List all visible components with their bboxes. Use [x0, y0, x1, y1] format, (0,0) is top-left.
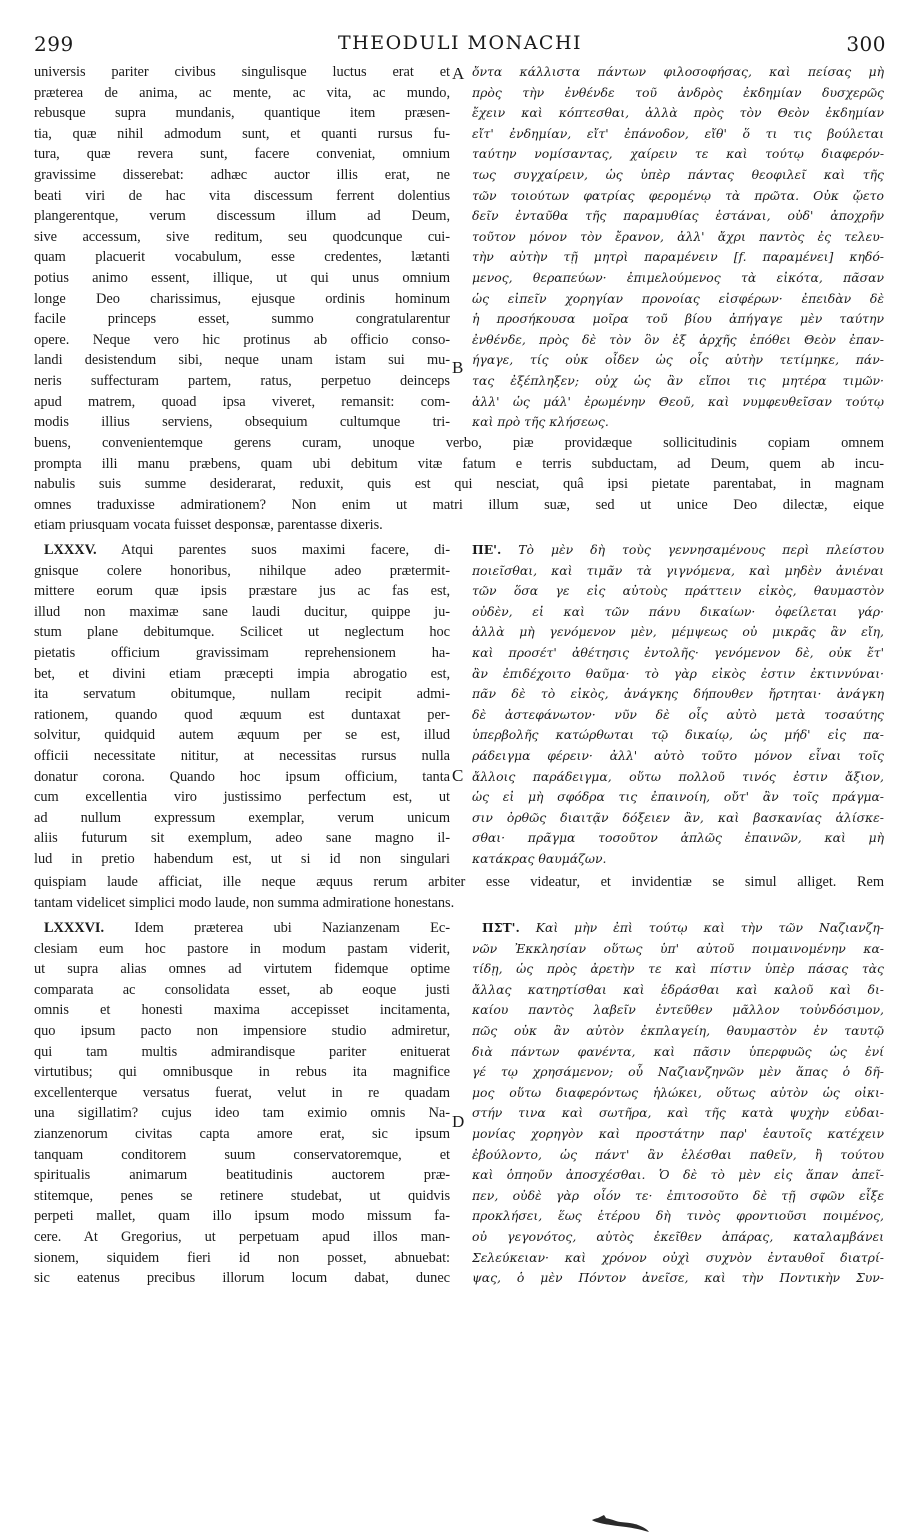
latin-line: sionem, siquidem fieri id non posset, abnuebat: — [34, 1249, 450, 1266]
greek-line: ψας, ὁ μὲν Πόντον ἀνεῖσε, καὶ τὴν Ποντικὴν Συν- — [472, 1270, 884, 1286]
latin-line: zianzenorum civitas capta amore erat, sic ipsum — [34, 1125, 450, 1142]
latin-line: gnisque colere honoribus, nihilque adeo prætermit- — [34, 562, 450, 579]
page-number-left: 299 — [34, 32, 74, 56]
latin-line: lud in pretio habendum est, ut si id non singulari — [34, 850, 450, 867]
section-mark-d: D — [452, 1112, 465, 1131]
latin-line: sive accessum, sive reditum, seu quodcunque cui- — [34, 228, 450, 245]
latin-line: sic eatenus precibus illorum locum dabat, dunec — [34, 1270, 450, 1287]
latin-line: officii necessitate nititur, at necessitas rursus nulla — [34, 747, 450, 764]
greek-line: δὲ ἀστεφάνωτον· νῦν δὲ οἷς αὐτὸ μετὰ τοσαύτης — [472, 706, 884, 722]
latin-line-first — [34, 540, 450, 561]
latin-line: landi desistendum sibi, neque unam istam sui mu- — [34, 352, 450, 369]
chapter-number-latin: LXXXVI. — [44, 920, 105, 936]
latin-line: quam placuerit vocabulum, esse credentes, lætanti — [34, 249, 450, 266]
latin-line: excellenterque versatus fuerat, velut in re quadam — [34, 1084, 450, 1101]
latin-line: virtutibus; qui omnibusque in rebus ita magnifice — [34, 1064, 450, 1081]
greek-line: ἐβούλοντο, ὡς πάντ' ἂν ἑλέσθαι παθεῖν, ἢ τούτου — [472, 1146, 884, 1162]
greek-line-first — [472, 918, 884, 939]
latin-line: ita servatum obitumque, nullam recipit admi- — [34, 686, 450, 703]
latin-line: bet, et divini etiam præcepti impia abrogatio est, — [34, 665, 450, 682]
latin-line: una sigillatim? cujus ideo tam eximio omnis Na- — [34, 1105, 450, 1122]
latin-line: præterea de anima, ac mente, ac vita, ac mundo, — [34, 84, 450, 101]
greek-line: καὶ πρὸ τῆς κλήσεως. — [472, 414, 609, 430]
greek-line: ἄλλοις παράδειγμα, οὕτω πολλοῦ τινός ἐστιν ἄξιον, — [472, 768, 884, 784]
latin-line: spiritualis animarum beatitudinis auctorem præ- — [34, 1167, 450, 1184]
greek-line: ὡς εἰπεῖν χορηγίαν προνοίας εἰσφέρων· ἐπειδὰν δὲ — [472, 290, 884, 306]
greek-line: κατάκρας θαυμάζων. — [472, 850, 607, 866]
greek-line: ἂν ἐπιδέχοιτο θαῦμα· τὸ γὰρ εἰκὸς ἐστιν ἐκτιννύναι· — [472, 665, 884, 681]
latin-line: solvitur, quidquid autem æquum per se est, illud — [34, 727, 450, 744]
latin-line: tia, quæ nihil admodum sunt, et quanti rursus fu- — [34, 125, 450, 142]
greek-line-first — [472, 540, 884, 561]
latin-line: apud matrem, quoad ipsa viveret, remansit: com- — [34, 393, 450, 410]
latin-line: beati viri de hac vita discessum ferrent dolentius — [34, 187, 450, 204]
greek-line: ἀλλ' ὡς μάλ' ἐρωμένην Θεοῦ, καὶ νυμφευθεῖσαν τούτῳ — [472, 393, 884, 409]
greek-line: τας ἐξέπληξεν; οὐχ ὡς ἂν εἴποι τις μητέρα τιμῶν· — [472, 372, 884, 388]
latin-line: facile princeps esset, summo congratularentur — [34, 311, 450, 328]
greek-line: σθαι· πρᾶγμα τοσοῦτον ἁπλῶς ἐπαινῶν, καὶ μὴ — [472, 830, 884, 846]
latin-line: universis pariter civibus singulisque luctus erat et — [34, 64, 450, 80]
latin-line: rationem, quando quod æquum est duntaxat per- — [34, 706, 450, 723]
ink-smudge — [590, 1512, 650, 1534]
greek-line: πεν, οὐδὲ γὰρ οἷόν τε· ἐπιτοσοῦτο δὲ τῇ σφῶν εἶξε — [472, 1187, 884, 1203]
greek-line: ήγαγε, τίς οὐκ οἶδεν ὡς οἷς αὐτὴν τετίμηκε, πάν- — [472, 352, 884, 368]
latin-line: plangerentque, verum discessum illum ad Deum, — [34, 208, 450, 225]
greek-line: καίου παντὸς λαβεῖν ἐντεῦθεν μᾶλλον τοὐνδόσιμον, — [472, 1002, 884, 1018]
latin-line: aliis futurum sit exemplum, adeo sane magno il- — [34, 830, 450, 847]
greek-line: ἔχειν καὶ κόπτεσθαι, ἀλλὰ πρὸς τὸν Θεὸν ἐκδημίαν — [472, 105, 884, 121]
greek-line: πᾶν δὲ τὸ εἰκὸς, ἀνάγκης δήπουθεν ἤρτηται· ἀνάγκη — [472, 686, 884, 702]
greek-line: καὶ προσέτ' ἀθέτησις ἐντολῆς· γενόμενον δὲ, οὐκ ἔτ' — [472, 644, 884, 660]
greek-line: δεῖν ἐνταῦθα τῆς παραμυθίας ἑστάναι, οὐδ' ἀποχρῆν — [472, 208, 884, 224]
latin-line: ut supra alias omnes ad virtutem fidemque optime — [34, 961, 450, 978]
greek-line: στήν τινα καὶ σωτῆρα, καὶ τῆς κατὰ ψυχὴν εὐδαι- — [472, 1105, 884, 1121]
chapter-number-greek: ΠΕ'. — [472, 542, 502, 557]
latin-line: omnes traduxisse admirationem? Non enim ut matri illum suæ, sed ut unice Deo dilectæ, eique — [34, 496, 884, 513]
greek-line: τοῦτον μόνον τὸν ἔρανον, ἀλλ' ἄχρι παντὸς ἐς τελευ- — [472, 228, 884, 244]
full-width-latin-block1 — [34, 433, 884, 536]
section-mark-c: C — [452, 766, 464, 785]
latin-line-first — [34, 918, 450, 939]
greek-line: μος οὕτω διαφερόντως ἡλώκει, οὕτως αὐτὸν ὡς οἰκι- — [472, 1084, 884, 1100]
latin-text: Atqui parentes suos maximi facere, di- — [120, 542, 450, 558]
greek-line: ταύτην νομίσαντας, χαίρειν τε καὶ τούτῳ διαφερόν- — [472, 146, 884, 162]
greek-line: μονίας χορηγὸν καὶ προστάτην παρ' ἑαυτοῖς κατέχειν — [472, 1125, 884, 1141]
greek-line: ὡς εἰ μὴ σφόδρα τις ἐπαινοίη, οὔτ' ἂν τοῖς πράγμα- — [472, 789, 884, 805]
running-title: THEODULI MONACHI — [337, 32, 583, 54]
latin-line: pietatis officium gravissimam reprehensionem ha- — [34, 644, 450, 661]
latin-line: potius animo essent, illique, ut qui unus omnium — [34, 269, 450, 286]
latin-line: neris suffecturam partem, ratus, perpetuo deinceps — [34, 372, 450, 389]
chapter-number-greek: ΠΣΤ'. — [482, 920, 520, 935]
latin-line: longe Deo charissimus, ejusque ordinis hominum — [34, 290, 450, 307]
greek-line: τως συγχαίρειν, ὡς ὑπὲρ πάντας θεοφιλεῖ καὶ τῆς — [472, 166, 884, 182]
latin-line: clesiam eum hoc pastore in modum pastam viderit, — [34, 940, 450, 957]
latin-line: tanquam conditorem suum conservatoremque, et — [34, 1146, 450, 1163]
greek-column-block2 — [472, 540, 884, 870]
latin-line: mittere eorum quæ ipsis præstare jus ac fas est, — [34, 583, 450, 600]
latin-line: nabulis suis summe desiderarat, reduxit, quis est qui nesciat, quâ ipsi pietate parentabat, in magnam — [34, 476, 884, 493]
latin-line: rebusque supra mundanis, quantique item præsen- — [34, 105, 450, 122]
greek-line: ποιεῖσθαι, καὶ τιμᾶν τὰ γιγνόμενα, καὶ μηδὲν ἀνιέναι — [472, 562, 884, 578]
latin-text: Idem præterea ubi Nazianzenam Ec- — [134, 920, 450, 936]
greek-line: πῶς οὐκ ἂν αὐτὸν ἐκπλαγείη, θαυμαστὸν ἐν ταυτῷ — [472, 1022, 884, 1038]
latin-line: prompta illi manu præbens, quam ubi debitum vitæ fatum e terris subductam, ad Deum, quem ab incu- — [34, 455, 884, 472]
section-mark-a: A — [452, 64, 465, 83]
latin-column-block1 — [34, 62, 450, 433]
latin-line: stum plane debitumque. Scilicet ut neglectum hoc — [34, 624, 450, 641]
greek-line: Σελεύκειαν· καὶ χρόνον οὐχὶ συχνὸν ἐνταυθοῖ διατρί- — [472, 1249, 884, 1265]
full-width-latin-block2 — [34, 872, 884, 913]
greek-line: τίδῃ, ὡς πρὸς ἀρετὴν τε καὶ πίστιν ὑπὲρ πάσας τὰς — [472, 961, 884, 977]
greek-line: ἐνθένδε, πρὸς δὲ τὸν ὃν ἐξ ἀρχῆς ἐπόθει Θεὸν ἐπαν- — [472, 331, 884, 347]
latin-line: quispiam laude afficiat, ille neque æquus rerum arbiter esse videatur, et invidentiæ se simul alliget. Rem — [34, 874, 884, 890]
greek-line: καὶ ὁπηοῦν ἀποσχέσθαι. Ὁ δὲ τὸ μὲν εἰς ἅπαν ἀπεῖ- — [472, 1167, 884, 1183]
greek-line: ἄλλας κατηρτίσθαι καὶ ἑδράσθαι καὶ καλοῦ καὶ δι- — [472, 981, 884, 997]
section-mark-b: B — [452, 358, 464, 377]
greek-line: μενος, θεραπεύων· ἐπιμελούμενος τὰ εἰκότα, πᾶσαν — [472, 269, 884, 285]
latin-line: modis illius serviens, obsequium cultumque tri- — [34, 414, 450, 431]
latin-line: quo ipsum pacto non impensiore studio admiretur, — [34, 1022, 450, 1039]
greek-line: ὑπερβολῆς κατώρθωται τῷ δικαίῳ, ὡς μήδ' εἰς πα- — [472, 727, 884, 743]
greek-line: τῶν τοιούτων φατρίας φερομένῳ τὰ πρῶτα. Οὐκ ᾤετο — [472, 187, 884, 203]
greek-line: οὐ γεγονότος, αὐτὸς ἐκεῖθεν ἀπάρας, καταλαμβάνει — [472, 1228, 884, 1244]
greek-line: ράδειγμα φέρειν· ἀλλ' αὐτὸ τοῦτο μόνον εἶναι τοῖς — [472, 747, 884, 763]
greek-line: διὰ πάντων φανέντα, καὶ πᾶσιν ὑπερφυῶς ὡς ἐνί — [472, 1043, 884, 1059]
latin-line: comparata ac consolidata esset, ab eoque justi — [34, 981, 450, 998]
greek-line: ὄντα κάλλιστα πάντων φιλοσοφήσας, καὶ πείσας μὴ — [472, 64, 884, 79]
latin-line: cere. At Gregorius, ut perpetuam apud illos man- — [34, 1228, 450, 1245]
greek-line: προκλήσει, ἕως ἑτέρου δὴ τινὸς φροντιοῦσι ποιμένος, — [472, 1208, 884, 1224]
latin-line: perpeti mallet, quam illo ipsum modo missum fa- — [34, 1208, 450, 1225]
greek-column-block3 — [472, 918, 884, 1289]
latin-line: illud non maximæ sane laudi ducitur, quippe ju- — [34, 603, 450, 620]
latin-line: qui tam multis admirandisque pariter enituerat — [34, 1043, 450, 1060]
latin-line: opere. Neque vero hic protinus ab officio conso- — [34, 331, 450, 348]
latin-line: omnis et honesti maxima accepisset incitamenta, — [34, 1002, 450, 1019]
running-header — [34, 32, 886, 58]
page-number-right: 300 — [846, 32, 886, 56]
greek-text: Καὶ μὴν ἐπὶ τούτῳ καὶ τὴν τῶν Ναζιανζη- — [535, 920, 884, 935]
greek-line: νῶν Ἐκκλησίαν οὕτως ὑπ' αὐτοῦ ποιμαινομένην κα- — [472, 940, 884, 956]
latin-line: cum excellentia viro justissimo perfectum est, ut — [34, 789, 450, 806]
greek-line: τὴν αὐτὴν τῇ μητρὶ παραμένειν [f. παραμένει] κηδό- — [472, 249, 884, 265]
greek-line: πρὸς τὴν ἐνθένδε τοῦ ἀνδρὸς ἐκδημίαν δυσχερῶς — [472, 84, 884, 100]
latin-line: donatur corona. Quando hoc ipsum officium, tanta — [34, 768, 450, 785]
greek-line: σιν ὀρθῶς διαιτᾷν δόξειεν ἂν, καὶ βασκανίας ἁλίσκε- — [472, 809, 884, 825]
latin-line: tantam videlicet simplici modo laude, non summa admiratione honestans. — [34, 894, 455, 911]
latin-column-block3 — [34, 918, 450, 1289]
greek-line: εἴτ' ἐνδημίαν, εἴτ' ἐπάνοδον, εἴθ' ὅ τι τις βούλεται — [472, 125, 884, 141]
greek-line: ἡ προσήκουσα μοῖρα τοῦ βίου ἀπήγαγε μὲν ταύτην — [472, 311, 884, 327]
greek-line: οὐδὲν, εἰ καὶ τῶν πάνυ δικαίων· ὀφείλεται γάρ· — [472, 603, 884, 619]
greek-column-block1 — [472, 62, 884, 433]
latin-line: etiam priusquam vocata fuisset desponsæ, parentasse dixeris. — [34, 517, 383, 534]
latin-line: tura, quæ revera sunt, facere conveniat, omnium — [34, 146, 450, 163]
latin-line: stitemque, penes se retinere studebat, ut quidvis — [34, 1187, 450, 1204]
latin-line: ad nullum expressum exemplar, verum unicum — [34, 809, 450, 826]
greek-line: γέ τῳ χρησάμενον; οὗ Ναζιανζηνῶν μὲν ἅπας ὁ δῆ- — [472, 1064, 884, 1080]
latin-column-block2 — [34, 540, 450, 870]
greek-line: τῶν ὅσα γε εἰς αὐτοὺς πράττειν εἰκὸς, θαυμαστὸν — [472, 583, 884, 599]
chapter-number-latin: LXXXV. — [44, 542, 97, 558]
greek-line: ἀλλὰ μὴ γενόμενον μὲν, μέμψεως οὐ μικρᾶς ἂν εἴη, — [472, 624, 884, 640]
latin-line: gravissime disserebat: adhæc auctor illis erat, ne — [34, 166, 450, 183]
latin-line: buens, convenientemque gerens curam, unoque verbo, piæ providæque sollicitudinis copiam omnem — [34, 435, 884, 451]
greek-text: Τὸ μὲν δὴ τοὺς γεννησαμένους περὶ πλείστου — [518, 542, 884, 557]
